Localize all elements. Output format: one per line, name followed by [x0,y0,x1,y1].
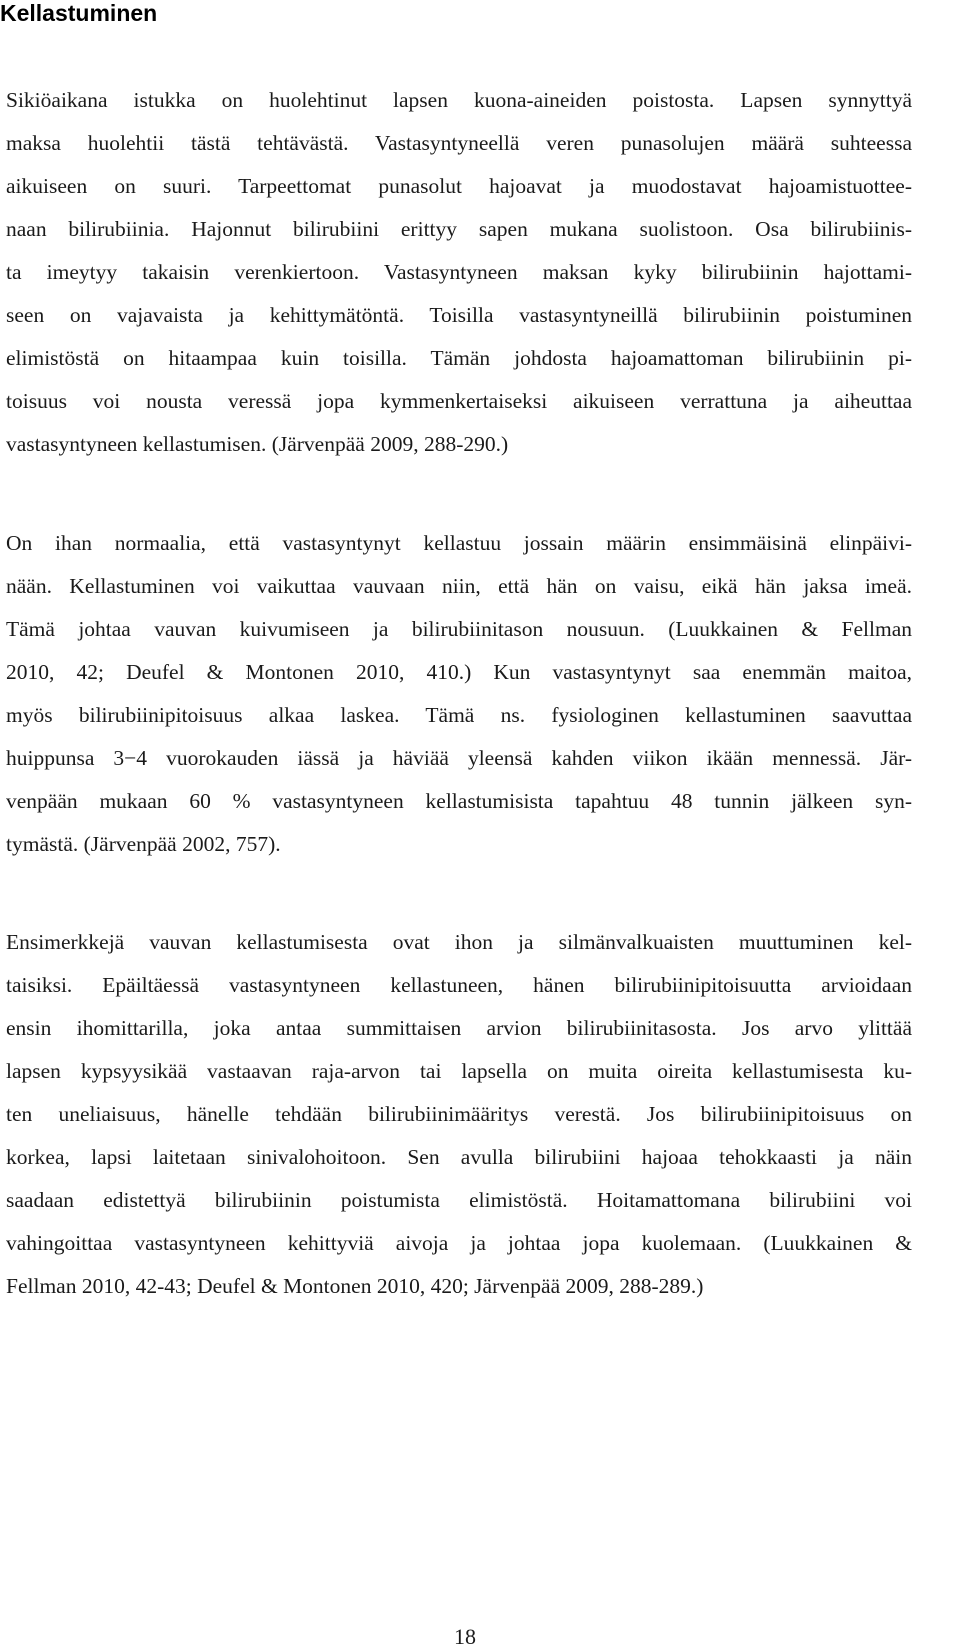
paragraph-line: On ihan normaalia, että vastasyntynyt kellastuu jossain määrin ensimmäisinä elinpäivi- [6,531,912,555]
paragraph-line: tymästä. (Järvenpää 2002, 757). [6,832,281,856]
page-number: 18 [454,1624,476,1649]
paragraph-line: vastasyntyneen kellastumisen. (Järvenpää 2009, 288-290.) [6,432,509,456]
paragraph-line: taisiksi. Epäiltäessä vastasyntyneen kellastuneen, hänen bilirubiinipitoisuutta arvioidaan [6,973,912,997]
paragraph-line: nään. Kellastuminen voi vaikuttaa vauvaan niin, että hän on vaisu, eikä hän jaksa imeä. [6,574,912,598]
paragraph-line: venpään mukaan 60 % vastasyntyneen kellastumisista tapahtuu 48 tunnin jälkeen syn- [6,789,912,813]
paragraph-line: saadaan edistettyä bilirubiinin poistumista elimistöstä. Hoitamattomana bilirubiini voi [6,1188,912,1212]
paragraph-line: lapsen kypsyysikää vastaavan raja-arvon tai lapsella on muita oireita kellastumisesta ku- [6,1059,912,1083]
paragraph-line: maksa huolehtii tästä tehtävästä. Vastasyntyneellä veren punasolujen määrä suhteessa [6,131,912,155]
paragraph-line: ensin ihomittarilla, joka antaa summittaisen arvion bilirubiinitasosta. Jos arvo ylittää [6,1016,912,1040]
paragraph-line: 2010, 42; Deufel & Montonen 2010, 410.) Kun vastasyntynyt saa enemmän maitoa, [6,660,912,684]
paragraph-line: Sikiöaikana istukka on huolehtinut lapsen kuona-aineiden poistosta. Lapsen synnyttyä [6,88,912,112]
paragraph-2 [6,522,912,866]
paragraph-line: elimistöstä on hitaampaa kuin toisilla. Tämän johdosta hajoamattoman bilirubiinin pi- [6,346,912,370]
paragraph-line: naan bilirubiinia. Hajonnut bilirubiini erittyy sapen mukana suolistoon. Osa bilirubiinis- [6,217,912,241]
paragraph-line: Ensimerkkejä vauvan kellastumisesta ovat ihon ja silmänvalkuaisten muuttuminen kel- [6,930,912,954]
paragraph-line: aikuiseen on suuri. Tarpeettomat punasolut hajoavat ja muodostavat hajoamistuottee- [6,174,912,198]
paragraph-line: toisuus voi nousta veressä jopa kymmenkertaiseksi aikuiseen verrattuna ja aiheuttaa [6,389,912,413]
paragraph-line: myös bilirubiinipitoisuus alkaa laskea. Tämä ns. fysiologinen kellastuminen saavuttaa [6,703,912,727]
paragraph-line: Fellman 2010, 42-43; Deufel & Montonen 2010, 420; Järvenpää 2009, 288-289.) [6,1274,704,1298]
paragraph-line: Tämä johtaa vauvan kuivumiseen ja bilirubiinitason nousuun. (Luukkainen & Fellman [6,617,912,641]
paragraph-3 [6,921,912,1308]
paragraph-line: ten uneliaisuus, hänelle tehdään bilirubiinimääritys verestä. Jos bilirubiinipitoisuus on [6,1102,912,1126]
paragraph-line: huippunsa 3−4 vuorokauden iässä ja häviää yleensä kahden viikon ikään mennessä. Jär- [6,746,912,770]
paragraph-line: seen on vajavaista ja kehittymätöntä. Toisilla vastasyntyneillä bilirubiinin poistuminen [6,303,912,327]
paragraph-line: korkea, lapsi laitetaan sinivalohoitoon. Sen avulla bilirubiini hajoaa tehokkaasti ja näin [6,1145,912,1169]
paragraph-1 [6,79,912,466]
paragraph-line: vahingoittaa vastasyntyneen kehittyviä aivoja ja johtaa jopa kuolemaan. (Luukkainen & [6,1231,912,1255]
paragraph-line: ta imeytyy takaisin verenkiertoon. Vastasyntyneen maksan kyky bilirubiinin hajottami- [6,260,912,284]
section-heading: Kellastuminen [0,0,158,26]
